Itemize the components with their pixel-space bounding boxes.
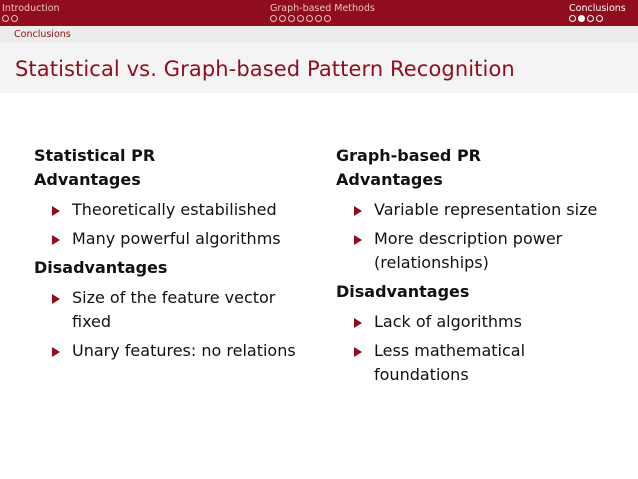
subsection-bar	[0, 26, 638, 43]
bullet-triangle-icon	[354, 318, 362, 328]
nav-dot[interactable]	[279, 15, 286, 22]
advantages-list	[34, 198, 324, 251]
bullet-triangle-icon	[354, 206, 362, 216]
list-item-text: Size of the feature vector fixed	[72, 288, 276, 331]
nav-dot[interactable]	[587, 15, 594, 22]
subsection-label[interactable]: Conclusions	[14, 29, 71, 40]
navigation-bar	[0, 0, 638, 26]
bullet-triangle-icon	[52, 206, 60, 216]
nav-dot[interactable]	[11, 15, 18, 22]
disadvantages-heading: Disadvantages	[34, 258, 168, 277]
nav-dot[interactable]	[288, 15, 295, 22]
bullet-triangle-icon	[52, 294, 60, 304]
graph-based-pr-column	[336, 144, 626, 392]
nav-dot[interactable]	[270, 15, 277, 22]
list-item-text: Variable representation size	[374, 200, 598, 219]
bullet-triangle-icon	[52, 347, 60, 357]
column-title: Graph-based PR	[336, 146, 481, 165]
frame-title-bar	[0, 43, 638, 93]
list-item	[34, 198, 324, 222]
list-item	[336, 339, 564, 387]
list-item-text: Lack of algorithms	[374, 312, 522, 331]
list-item-text: Unary features: no relations	[72, 341, 296, 360]
nav-dot[interactable]	[306, 15, 313, 22]
list-item	[336, 227, 574, 275]
advantages-list	[336, 198, 626, 275]
advantages-heading: Advantages	[34, 170, 141, 189]
statistical-pr-column	[34, 144, 324, 368]
list-item	[34, 286, 284, 334]
list-item-text: Less mathematical foundations	[374, 341, 526, 384]
list-item	[34, 227, 324, 251]
nav-dots-conclusions	[569, 15, 603, 23]
disadvantages-list	[34, 286, 324, 363]
bullet-triangle-icon	[354, 235, 362, 245]
list-item-text: Theoretically estabilished	[72, 200, 277, 219]
nav-dots-introduction	[2, 15, 18, 23]
nav-dot-current[interactable]	[578, 15, 585, 22]
advantages-heading: Advantages	[336, 170, 443, 189]
nav-dot[interactable]	[569, 15, 576, 22]
disadvantages-list	[336, 310, 626, 387]
nav-dots-graph-based-methods	[270, 15, 331, 23]
nav-section-conclusions[interactable]: Conclusions	[569, 3, 626, 14]
list-item	[336, 198, 614, 222]
list-item-text: Many powerful algorithms	[72, 229, 281, 248]
nav-dot[interactable]	[315, 15, 322, 22]
bullet-triangle-icon	[52, 235, 60, 245]
list-item-text: More description power (relationships)	[374, 229, 563, 272]
nav-section-introduction[interactable]: Introduction	[2, 3, 60, 14]
list-item	[34, 339, 324, 363]
nav-dot[interactable]	[2, 15, 9, 22]
slide-title: Statistical vs. Graph-based Pattern Recognition	[15, 57, 515, 81]
nav-section-graph-based-methods[interactable]: Graph-based Methods	[270, 3, 375, 14]
list-item	[336, 310, 626, 334]
nav-dot[interactable]	[596, 15, 603, 22]
bullet-triangle-icon	[354, 347, 362, 357]
disadvantages-heading: Disadvantages	[336, 282, 470, 301]
nav-dot[interactable]	[297, 15, 304, 22]
column-title: Statistical PR	[34, 146, 156, 165]
nav-dot[interactable]	[324, 15, 331, 22]
